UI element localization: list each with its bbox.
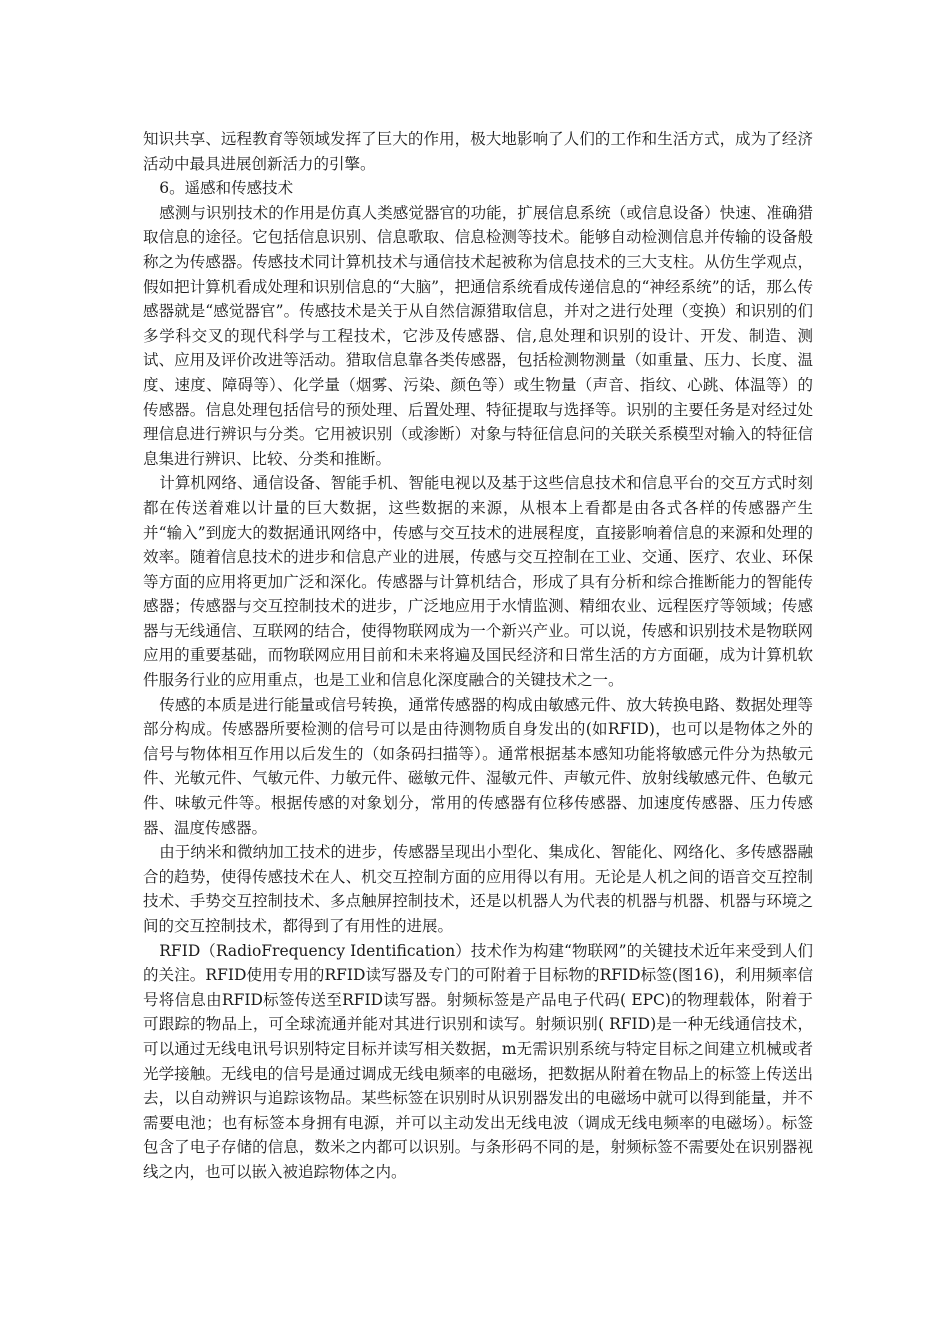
paragraph-sensing-applications: 计算机网络、通信设备、智能手机、智能电视以及基于这些信息技术和信息平台的交互方式时刻都在传送着难以计量的巨大数据，这些数据的来源，从根本上看都是由各式各样的传感器产生并“输入”到庞大的数据通讯网络中，传感与交互技术的进展程度，直接影响着信息的来源和处理的效率。随着信息技术的进步和信息产业的进展，传感与交互控制在工业、交通、医疗、农业、环保等方面的应用将更加广泛和深化。传感器与计算机结合，形成了具有分析和综合推断能力的智能传感器；传感器与交互控制技术的进步，广泛地应用于水情监测、精细农业、远程医疗等领域；传感器与无线通信、互联网的结合，使得物联网成为一个新兴产业。可以说，传感和识别技术是物联网应用的重要基础，而物联网应用目前和未来将遍及国民经济和日常生活的方方面砸，成为计算机软件服务行业的应用重点，也是工业和信息化深度融合的关键技术之一。	[143, 474, 813, 690]
paragraph-sensor-trends: 由于纳米和微纳加工技术的进步，传感器呈现出小型化、集成化、智能化、网络化、多传感器融合的趋势，使得传感技术在人、机交互控制方面的应用得以有用。无论是人机之间的语音交互控制技术、手势交互控制技术、多点触屏控制技术，还是以机器人为代表的机器与机器、机器与环境之间的交互控制技术，都得到了有用性的进展。	[143, 843, 813, 935]
paragraph-continuation: 知识共享、远程教育等领域发挥了巨大的作用，极大地影响了人们的工作和生活方式，成为了经济活动中最具进展创新活力的引擎。	[143, 130, 813, 173]
paragraph-sensor-components: 传感的本质是进行能量或信号转换，通常传感器的构成由敏感元件、放大转换电路、数据处理等部分构成。传感器所要检测的信号可以是由待测物质自身发出的(如RFID)，也可以是物体之外的信号与物体相互作用以后发生的（如条码扫描等）。通常根据基本感知功能将敏感元件分为热敏元件、光敏元件、气敏元件、力敏元件、磁敏元件、湿敏元件、声敏元件、放射线敏感元件、色敏元件、味敏元件等。根据传感的对象划分，常用的传感器有位移传感器、加速度传感器、压力传感器、温度传感器。	[143, 695, 813, 837]
paragraph-rfid: RFID（RadioFrequency Identification）技术作为构建“物联网”的关键技术近年来受到人们的关注。RFID使用专用的RFID读写器及专门的可附着于目标物的RFID标签(图16)，利用频率信号将信息由RFID标签传送至RFID读写器。射频标签是产品电子代码( EPC)的物理载体，附着于可跟踪的物品上，可全球流通并能对其进行识别和读写。射频识别( RFID)是一种无线通信技术，可以通过无线电讯号识别特定目标并读写相关数据，m无需识别系统与特定目标之间建立机械或者光学接触。无线电的信号是通过调成无线电频率的电磁场，把数据从附着在物品上的标签上传送出去，以自动辨识与追踪该物品。某些标签在识别时从识别器发出的电磁场中就可以得到能量，并不需要电池；也有标签本身拥有电源，并可以主动发出无线电波（调成无线电频率的电磁场）。标签包含了电子存储的信息，数米之内都可以识别。与条形码不同的是，射频标签不需要处在识别器视线之内，也可以嵌入被追踪物体之内。	[143, 941, 813, 1181]
document-body	[143, 127, 813, 1185]
section-heading: 6。遥感和传感技术	[159, 179, 294, 198]
paragraph-sensing-overview: 感测与识别技术的作用是仿真人类感觉器官的功能，扩展信息系统（或信息设备）快速、准确猎取信息的途径。它包括信息识别、信息歌取、信息检测等技术。能够自动检测信息并传输的设备般称之为传感器。传感技术同计算机技术与通信技术起被称为信息技术的三大支柱。从仿生学观点，假如把计算机看成处理和识别信息的“大脑”，把通信系统看成传递信息的“神经系统”的话，那么传感器就是“感觉器官”。传感技术是关于从自然信源猎取信息，并对之进行处理（变换）和识别的们多学科交叉的现代科学与工程技术，它涉及传感器、信,息处理和识别的设计、开发、制造、测试、应用及评价改进等活动。猎取信息靠各类传感器，包括检测物测量（如重量、压力、长度、温度、速度、障碍等）、化学量（烟雾、污染、颜色等）或生物量（声音、指纹、心跳、体温等）的传感器。信息处理包括信号的预处理、后置处理、特征提取与选择等。识别的主要任务是对经过处理信息进行辨识与分类。它用被识别（或渗断）对象与特征信息问的关联关系模型对输入的特征信息集进行辨识、比较、分类和推断。	[143, 203, 813, 468]
